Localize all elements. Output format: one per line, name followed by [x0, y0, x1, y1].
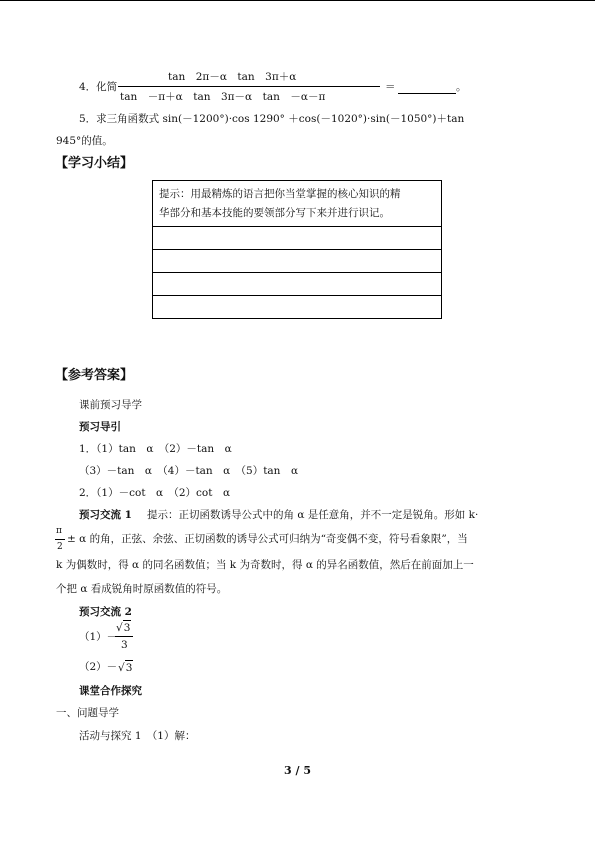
problem-4-equals: ＝ [385, 81, 396, 93]
summary-hint-line-1: 提示：用最精炼的语言把你当堂掌握的核心知识的精 [159, 188, 401, 200]
exchange-2-title: 预习交流 2 [79, 606, 132, 618]
exchange-1-text-2: ± α 的角，正弦、余弦、正切函数的诱导公式可归纳为“奇变偶不变，符号看象限”，当 [67, 533, 468, 545]
top-rule [0, 0, 595, 1]
part-1-heading: 一、问题导学 [56, 707, 119, 719]
exchange-2-answer-2-root [118, 660, 133, 675]
guide-answer-1-line-1: 1．（1）tan α （2）－tan α [79, 443, 232, 455]
answers-heading: 【参考答案】 [55, 368, 134, 383]
page-number: 3 / 5 [284, 764, 311, 777]
problem-5-line-1: 5．求三角函数式 sin(－1200°)·cos 1290° ＋cos(－1020°)·sin(－1050°)＋tan [79, 113, 465, 125]
problem-4-fraction-bar [118, 86, 380, 87]
exchange-2-answer-2-prefix: （2）－ [79, 661, 118, 673]
exchange-1-frac-numerator: π [56, 526, 62, 536]
exchange-2-answer-1-frac-bar [115, 636, 133, 637]
exchange-1-text-3: k 为偶数时，得 α 的同名函数值；当 k 为奇数时，得 α 的异名函数值，然后在前面加上一 [56, 559, 474, 571]
problem-4-end: 。 [456, 81, 467, 93]
sqrt-symbol: √3 [116, 622, 131, 634]
summary-table [152, 180, 442, 319]
problem-5-line-2: 945°的值。 [56, 135, 113, 147]
summary-blank-row [153, 249, 441, 272]
exchange-1-frac-denominator: 2 [57, 542, 63, 552]
preview-title: 课前预习导学 [79, 399, 142, 411]
exchange-2-answer-1-prefix: （1）－ [79, 631, 118, 643]
exchange-1-text-4: 个把 α 看成锐角时原函数值的符号。 [56, 583, 228, 595]
class-explore-title: 课堂合作探究 [79, 685, 142, 697]
summary-hint-line-2: 华部分和基本技能的要领部分写下来并进行识记。 [159, 207, 390, 219]
summary-heading: 【学习小结】 [55, 156, 134, 171]
problem-4-label: 4．化简 [79, 81, 118, 93]
guide-answer-1-line-2: （3）－tan α （4）－tan α （5）tan α [79, 465, 299, 477]
exchange-2-answer-1-numerator [116, 620, 131, 635]
summary-hint-row [153, 181, 441, 226]
problem-4-answer-blank [398, 93, 456, 94]
summary-blank-row [153, 272, 441, 295]
sqrt-symbol: √3 [118, 662, 133, 674]
problem-4-numerator: tan 2π－α tan 3π＋α [168, 71, 297, 83]
guide-answer-2: 2．（1）－cot α （2）cot α [79, 487, 231, 499]
problem-4-denominator: tan －π＋α tan 3π－α tan －α－π [120, 91, 326, 103]
activity-1-heading: 活动与探究 1 （1）解： [79, 730, 196, 742]
summary-blank-row [153, 295, 441, 318]
exchange-1-title: 预习交流 1 [79, 509, 132, 521]
exchange-1-text-1: 提示：正切函数诱导公式中的角 α 是任意角，并不一定是锐角。形如 k· [147, 509, 479, 521]
summary-blank-row [153, 226, 441, 249]
exchange-2-answer-1-denominator: 3 [121, 639, 128, 651]
guide-title: 预习导引 [79, 421, 121, 433]
